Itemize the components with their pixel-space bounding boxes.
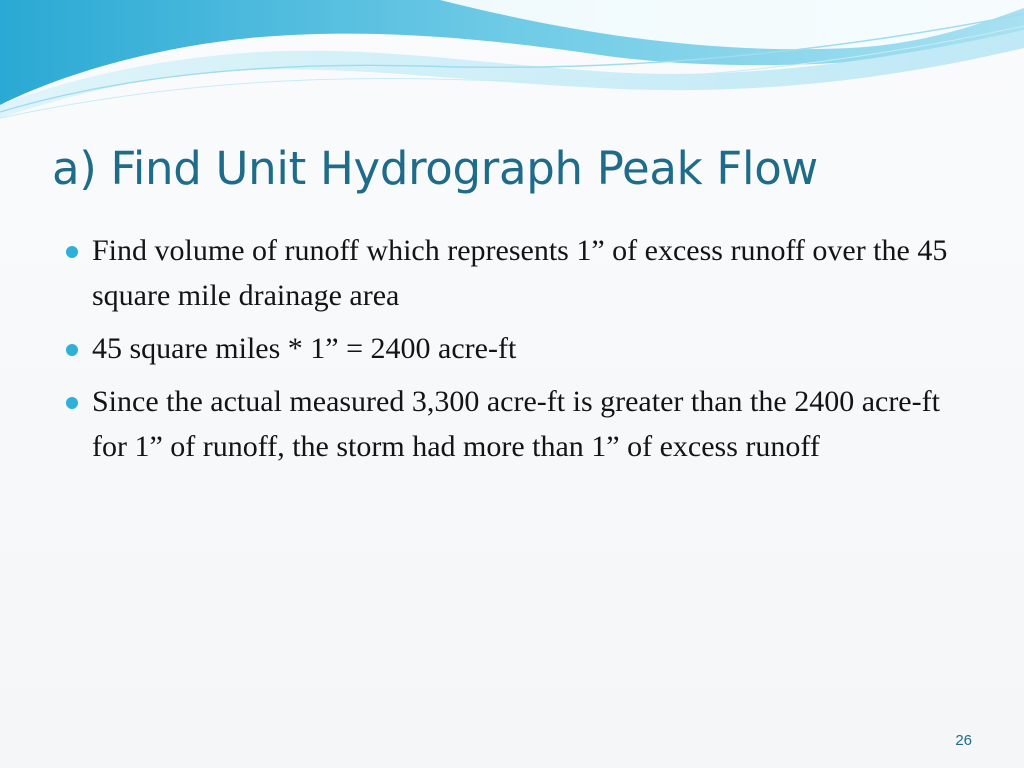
bullet-item	[62, 228, 962, 318]
bullet-dot-icon	[66, 344, 78, 356]
bullet-dot-icon	[66, 397, 78, 409]
decorative-wave-header	[0, 0, 1024, 130]
bullet-text: Find volume of runoff which represents 1” of excess runoff over the 45 square mile drainage area	[92, 234, 948, 312]
bullet-list	[62, 228, 962, 477]
bullet-dot-icon	[66, 246, 78, 258]
page-number: 26	[955, 732, 972, 749]
bullet-item	[62, 326, 962, 371]
bullet-text: Since the actual measured 3,300 acre-ft is greater than the 2400 acre-ft for 1” of runoff, the storm had more than 1” of excess runoff	[92, 385, 940, 463]
slide-title: a) Find Unit Hydrograph Peak Flow	[52, 142, 818, 195]
bullet-text: 45 square miles * 1” = 2400 acre-ft	[92, 332, 517, 365]
bullet-item	[62, 379, 962, 469]
